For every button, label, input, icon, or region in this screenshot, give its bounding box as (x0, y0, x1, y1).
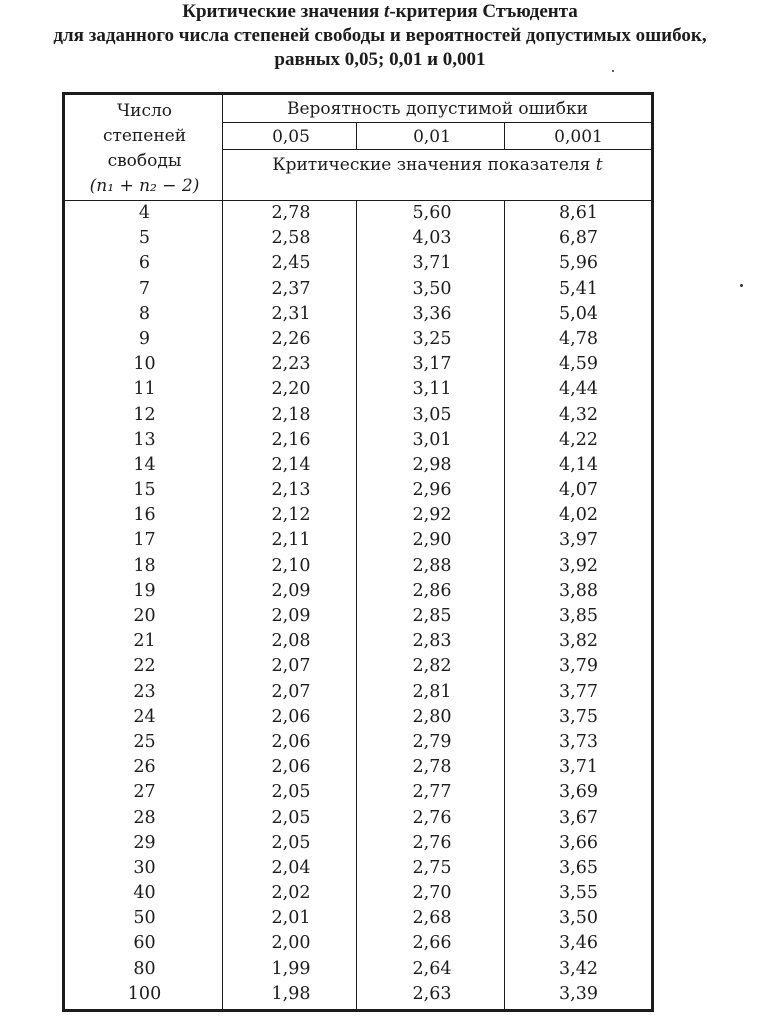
divider (222, 149, 651, 150)
table-row (65, 982, 651, 1007)
value-005-cell: 2,06 (271, 731, 311, 752)
value-0001-cell: 3,77 (559, 681, 598, 702)
table-row (65, 881, 651, 906)
value-005-cell: 2,04 (271, 857, 311, 878)
table-row (65, 654, 651, 679)
value-0001-cell: 3,75 (559, 706, 598, 727)
value-001-cell: 2,96 (412, 480, 452, 501)
table-row (65, 680, 651, 705)
value-0001-cell: 3,46 (559, 933, 598, 954)
value-0001-cell: 3,39 (559, 983, 598, 1004)
value-0001-cell: 5,04 (559, 303, 598, 324)
value-0001-cell: 4,59 (559, 354, 598, 375)
table-row (65, 604, 651, 629)
table-row (65, 302, 651, 327)
caption-text: Критические значения (182, 1, 385, 22)
value-005-cell: 2,37 (271, 278, 311, 299)
value-001-cell: 2,63 (412, 983, 452, 1004)
df-cell: 12 (133, 404, 156, 425)
df-cell: 80 (133, 958, 156, 979)
value-005-cell: 2,26 (271, 328, 311, 349)
caption-line-1 (0, 0, 760, 24)
value-001-cell: 2,82 (412, 656, 452, 677)
value-005-cell: 2,07 (271, 681, 311, 702)
value-005-cell: 2,09 (271, 580, 311, 601)
value-001-cell: 2,76 (412, 807, 452, 828)
divider (504, 123, 505, 149)
value-005-cell: 2,20 (271, 379, 311, 400)
value-005-cell: 2,09 (271, 606, 311, 626)
table-row (65, 377, 651, 402)
df-cell: 24 (133, 706, 156, 727)
critical-label-text: Критические значения показателя (272, 155, 596, 175)
value-001-cell: 2,78 (412, 757, 452, 778)
value-0001-cell: 3,79 (559, 656, 598, 677)
value-0001-cell: 3,71 (559, 757, 598, 778)
value-001-cell: 2,75 (412, 857, 452, 878)
df-header (65, 95, 224, 199)
caption-italic-t: t (384, 1, 390, 22)
table-row (65, 957, 651, 982)
value-001-cell: 2,86 (412, 580, 452, 601)
value-0001-cell: 4,14 (559, 454, 598, 475)
scan-speck (740, 284, 743, 287)
table-row (65, 201, 651, 226)
df-cell: 14 (133, 454, 156, 475)
value-001-cell: 2,77 (412, 782, 452, 803)
value-005-cell: 1,98 (271, 983, 311, 1004)
value-0001-cell: 5,96 (559, 253, 598, 274)
value-0001-cell: 3,85 (559, 606, 598, 626)
df-cell: 7 (138, 278, 151, 299)
df-header-line: степеней (102, 126, 187, 146)
value-001-cell: 2,92 (412, 505, 452, 526)
value-005-cell: 1,99 (271, 958, 311, 979)
value-0001-cell: 3,42 (559, 958, 598, 979)
value-0001-cell: 3,92 (559, 555, 598, 576)
table-row (65, 554, 651, 579)
caption-line-3: равных 0,05; 0,01 и 0,001 (274, 49, 486, 70)
value-0001-cell: 5,41 (559, 278, 598, 299)
table-row (65, 856, 651, 881)
value-001-cell: 2,85 (412, 606, 452, 626)
value-001-cell: 3,11 (412, 379, 452, 400)
value-005-cell: 2,16 (271, 429, 311, 450)
value-005-cell: 2,31 (271, 303, 311, 324)
table-row (65, 629, 651, 654)
value-005-cell: 2,12 (271, 505, 311, 526)
value-005-cell: 2,05 (271, 807, 311, 828)
df-header-line: Число (116, 101, 173, 121)
table-row (65, 453, 651, 478)
df-cell: 60 (133, 933, 156, 954)
df-cell: 23 (133, 681, 156, 702)
table-row (65, 931, 651, 956)
df-cell: 100 (127, 983, 162, 1004)
table-row (65, 831, 651, 856)
table-row (65, 251, 651, 276)
table-row (65, 755, 651, 780)
value-0001-cell: 3,55 (559, 883, 598, 904)
divider (356, 123, 357, 149)
df-cell: 5 (138, 228, 151, 249)
df-cell: 16 (133, 505, 156, 526)
value-001-cell: 3,36 (412, 303, 452, 324)
value-0001-cell: 3,73 (559, 731, 598, 752)
value-0001-cell: 4,22 (559, 429, 598, 450)
value-005-cell: 2,06 (271, 706, 311, 727)
df-cell: 30 (133, 857, 156, 878)
df-cell: 13 (133, 429, 156, 450)
value-0001-cell: 3,65 (559, 857, 598, 878)
value-005-cell: 2,23 (271, 354, 311, 375)
value-005-cell: 2,78 (271, 203, 311, 223)
df-cell: 50 (133, 908, 156, 929)
value-001-cell: 3,01 (412, 429, 452, 450)
value-005-cell: 2,05 (271, 782, 311, 803)
scan-speck (612, 70, 614, 72)
value-0001-cell: 3,97 (559, 530, 598, 551)
table-row (65, 226, 651, 251)
value-001-cell: 2,66 (412, 933, 452, 954)
value-005-cell: 2,13 (271, 480, 311, 501)
value-0001-cell: 3,67 (559, 807, 598, 828)
value-001-cell: 2,81 (412, 681, 452, 702)
value-0001-cell: 8,61 (559, 203, 598, 223)
value-005-cell: 2,02 (271, 883, 311, 904)
value-001-cell: 2,88 (412, 555, 452, 576)
df-cell: 6 (138, 253, 151, 274)
value-0001-cell: 3,66 (559, 832, 598, 853)
df-cell: 9 (138, 328, 151, 349)
table-row (65, 403, 651, 428)
critical-label-italic-t: t (595, 155, 603, 175)
caption-line-2: для заданного числа степеней свободы и вероятностей допустимых ошибок, (53, 25, 707, 46)
value-0001-cell: 6,87 (559, 228, 598, 249)
value-001-cell: 3,71 (412, 253, 452, 274)
table-row (65, 806, 651, 831)
table-row (65, 780, 651, 805)
value-001-cell: 3,17 (412, 354, 452, 375)
table-row (65, 352, 651, 377)
value-001-cell: 2,90 (412, 530, 452, 551)
caption-text-end: -критерия Стъюдента (389, 1, 578, 22)
value-001-cell: 3,25 (412, 328, 452, 349)
value-0001-cell: 4,44 (559, 379, 598, 400)
value-005-cell: 2,58 (271, 228, 311, 249)
probability-header: Вероятность допустимой ошибки (287, 99, 588, 119)
value-005-cell: 2,18 (271, 404, 311, 425)
df-cell: 4 (138, 203, 151, 223)
value-005-cell: 2,14 (271, 454, 311, 475)
value-0001-cell: 3,88 (559, 580, 598, 601)
df-cell: 11 (133, 379, 156, 400)
value-0001-cell: 3,69 (559, 782, 598, 803)
value-005-cell: 2,00 (271, 933, 311, 954)
critical-values-header (224, 153, 651, 177)
value-001-cell: 2,68 (412, 908, 452, 929)
value-001-cell: 5,60 (412, 203, 452, 223)
df-cell: 21 (133, 631, 156, 652)
df-cell: 27 (133, 782, 156, 803)
df-cell: 17 (133, 530, 156, 551)
value-001-cell: 2,98 (412, 454, 452, 475)
df-cell: 26 (133, 757, 156, 778)
df-cell: 22 (133, 656, 156, 677)
value-001-cell: 2,83 (412, 631, 452, 652)
level-header-001: 0,01 (413, 127, 451, 147)
value-001-cell: 2,64 (412, 958, 452, 979)
df-header-line: свободы (107, 151, 182, 171)
value-0001-cell: 3,50 (559, 908, 598, 929)
df-cell: 29 (133, 832, 156, 853)
value-005-cell: 2,10 (271, 555, 311, 576)
df-cell: 20 (133, 606, 156, 626)
table-row (65, 730, 651, 755)
value-005-cell: 2,01 (271, 908, 311, 929)
value-001-cell: 2,80 (412, 706, 452, 727)
value-0001-cell: 4,78 (559, 328, 598, 349)
value-005-cell: 2,45 (271, 253, 311, 274)
value-005-cell: 2,06 (271, 757, 311, 778)
df-cell: 19 (133, 580, 156, 601)
df-formula: (n₁ + n₂ − 2) (89, 176, 200, 196)
table-row (65, 428, 651, 453)
table-row (65, 528, 651, 553)
table-row (65, 503, 651, 528)
value-001-cell: 2,70 (412, 883, 452, 904)
table-row (65, 277, 651, 302)
df-cell: 8 (138, 303, 151, 324)
value-001-cell: 2,76 (412, 832, 452, 853)
df-cell: 10 (133, 354, 156, 375)
value-0001-cell: 3,82 (559, 631, 598, 652)
df-cell: 15 (133, 480, 156, 501)
value-0001-cell: 4,07 (559, 480, 598, 501)
table-row (65, 478, 651, 503)
level-header-005: 0,05 (272, 127, 310, 147)
table-row (65, 327, 651, 352)
df-cell: 28 (133, 807, 156, 828)
divider (222, 122, 651, 123)
level-header-0001: 0,001 (554, 127, 603, 147)
value-005-cell: 2,11 (271, 530, 311, 551)
df-cell: 25 (133, 731, 156, 752)
table-row (65, 579, 651, 604)
t-critical-values-table (62, 92, 654, 1012)
df-cell: 18 (133, 555, 156, 576)
value-005-cell: 2,08 (271, 631, 311, 652)
value-0001-cell: 4,02 (559, 505, 598, 526)
value-001-cell: 2,79 (412, 731, 452, 752)
value-005-cell: 2,05 (271, 832, 311, 853)
table-body (65, 201, 651, 1007)
table-caption (0, 0, 760, 72)
value-0001-cell: 4,32 (559, 404, 598, 425)
value-005-cell: 2,07 (271, 656, 311, 677)
df-cell: 40 (133, 883, 156, 904)
value-001-cell: 3,50 (412, 278, 452, 299)
value-001-cell: 3,05 (412, 404, 452, 425)
table-row (65, 705, 651, 730)
table-row (65, 906, 651, 931)
value-001-cell: 4,03 (412, 228, 452, 249)
